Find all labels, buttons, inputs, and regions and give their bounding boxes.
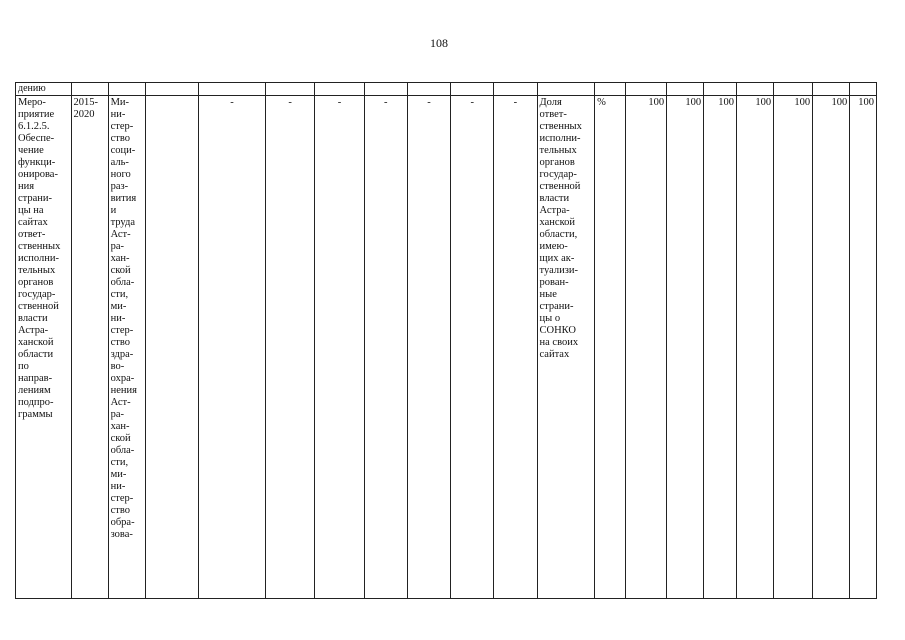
empty-cell: [813, 83, 850, 96]
funding-cell: -: [451, 96, 494, 599]
empty-cell: [145, 83, 198, 96]
empty-cell: [108, 83, 145, 96]
program-table: [15, 82, 877, 599]
empty-cell: [667, 83, 704, 96]
funding-cell: -: [494, 96, 537, 599]
indicator-value-cell: 100: [737, 96, 774, 599]
empty-cell: [199, 83, 266, 96]
empty-cell: [494, 83, 537, 96]
measure-name-cell: Меро- приятие 6.1.2.5. Обеспе- чение функци- онирова- ния страни- цы на сайтах ответ- ственных исполни- тельных органов государ- ственной власти Астра- ханской области по направ- лениям подпро- граммы: [16, 96, 72, 599]
empty-cell: [451, 83, 494, 96]
empty-cell: [850, 83, 877, 96]
executors-cell: Ми- ни- стер- ство соци- аль- ного раз- вития и труда Аст- ра- хан- ской обла- сти, ми- ни- стер- ство здра- во- охра- нения Аст- ра- хан- ской обла- сти, ми- ни- стер- ство обра- зова-: [108, 96, 145, 599]
period-cell: 2015- 2020: [71, 96, 108, 599]
indicator-value-cell: 100: [704, 96, 737, 599]
indicator-cell: Доля ответ- ственных исполни- тельных органов государ- ственной власти Астра- ханской области, имею- щих ак- туализи- рован- ные страни- цы о СОНКО на своих сайтах: [537, 96, 595, 599]
indicator-value-cell: 100: [813, 96, 850, 599]
funding-cell: [145, 96, 198, 599]
funding-cell: -: [407, 96, 450, 599]
indicator-value-cell: 100: [667, 96, 704, 599]
continuation-row: [16, 83, 877, 96]
indicator-value-cell: 100: [625, 96, 666, 599]
empty-cell: [737, 83, 774, 96]
empty-cell: [265, 83, 314, 96]
funding-cell: -: [199, 96, 266, 599]
continuation-label: дению: [16, 83, 72, 96]
unit-cell: %: [595, 96, 626, 599]
measure-row: [16, 96, 877, 599]
empty-cell: [774, 83, 813, 96]
empty-cell: [364, 83, 407, 96]
indicator-value-cell: 100: [850, 96, 877, 599]
empty-cell: [537, 83, 595, 96]
empty-cell: [407, 83, 450, 96]
funding-cell: -: [364, 96, 407, 599]
page-number: 108: [430, 36, 448, 50]
empty-cell: [315, 83, 364, 96]
empty-cell: [595, 83, 626, 96]
empty-cell: [704, 83, 737, 96]
indicator-value-cell: 100: [774, 96, 813, 599]
empty-cell: [625, 83, 666, 96]
empty-cell: [71, 83, 108, 96]
funding-cell: -: [265, 96, 314, 599]
funding-cell: -: [315, 96, 364, 599]
